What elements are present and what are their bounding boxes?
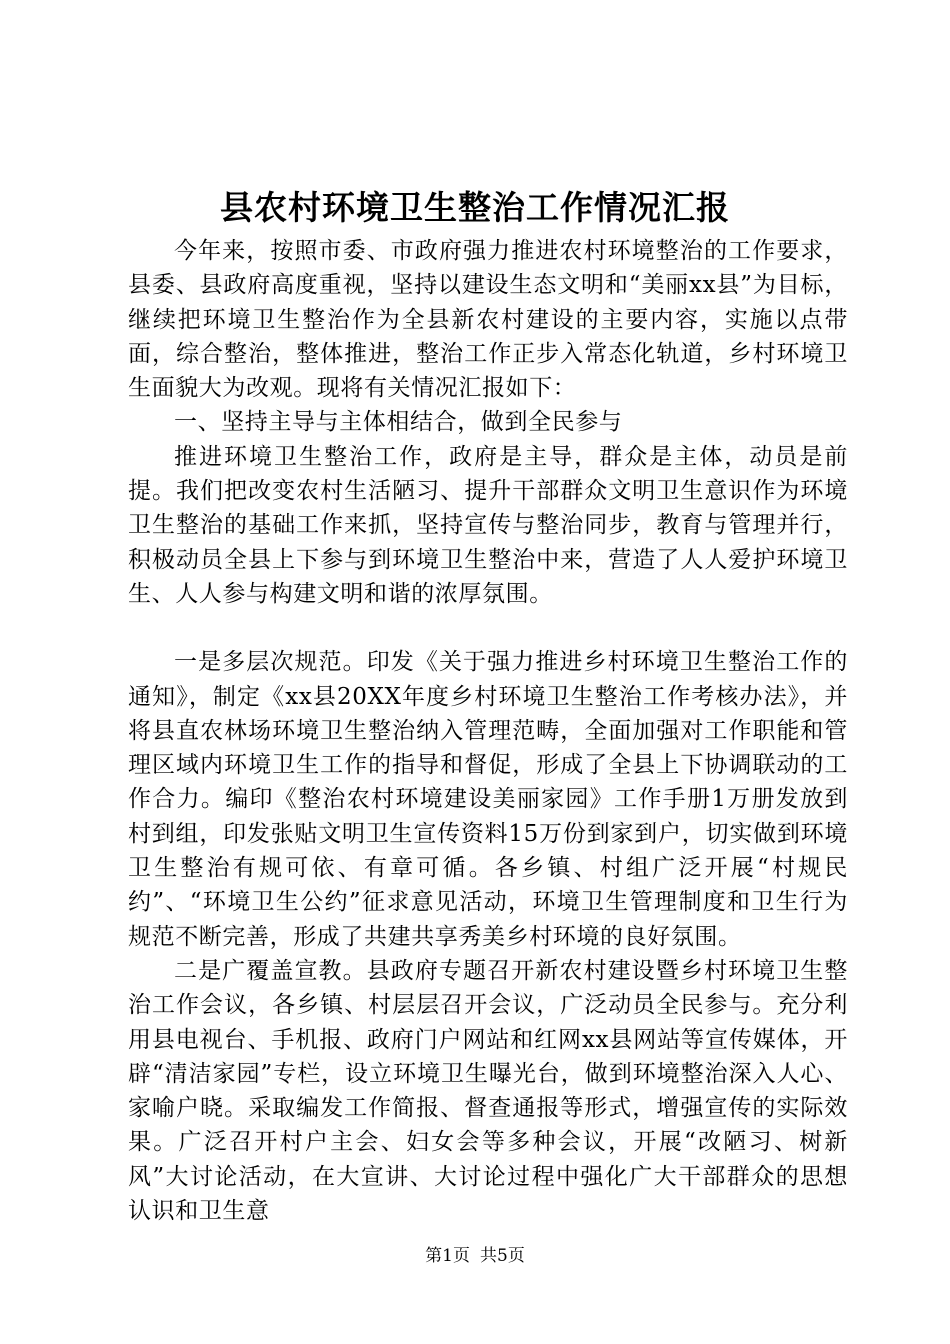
page-count: 共5页 — [480, 1246, 525, 1266]
paragraph-section-1: 推进环境卫生整治工作，政府是主导，群众是主体，动员是前提。我们把改变农村生活陋习、提升干部群众文明卫生意识作为环境卫生整治的基础工作来抓，坚持宣传与整治同步，教育与管理并行，积极动员全县上下参与到环境卫生整治中来，营造了人人爱护环境卫生、人人参与构建文明和谐的浓厚氛围。 — [128, 443, 848, 607]
section-heading-1: 一、坚持主导与主体相结合，做到全民参与 — [174, 409, 623, 436]
document-body — [128, 234, 848, 1228]
document-title: 县农村环境卫生整治工作情况汇报 — [220, 188, 730, 227]
paragraph-intro: 今年来，按照市委、市政府强力推进农村环境整治的工作要求，县委、县政府高度重视，坚持以建设生态文明和“美丽xx县”为目标，继续把环境卫生整治作为全县新农村建设的主要内容，实施以点带面，综合整治，整体推进，整治工作正步入常态化轨道，乡村环境卫生面貌大为改观。现将有关情况汇报如下： — [128, 238, 848, 402]
page-footer — [0, 1244, 950, 1268]
paragraph-point-2: 二是广覆盖宣教。县政府专题召开新农村建设暨乡村环境卫生整治工作会议，各乡镇、村层层召开会议，广泛动员全民参与。充分利用县电视台、手机报、政府门户网站和红网xx县网站等宣传媒体，开辟“清洁家园”专栏，设立环境卫生曝光台，做到环境整治深入人心、家喻户晓。采取编发工作简报、督查通报等形式，增强宣传的实际效果。广泛召开村户主会、妇女会等多种会议，开展“改陋习、树新风”大讨论活动，在大宣讲、大讨论过程中强化广大干部群众的思想认识和卫生意 — [128, 957, 848, 1225]
page-number: 第1页 — [425, 1246, 470, 1266]
paragraph-point-1: 一是多层次规范。印发《关于强力推进乡村环境卫生整治工作的通知》，制定《xx县20XX年度乡村环境卫生整治工作考核办法》，并将县直农林场环境卫生整治纳入管理范畴，全面加强对工作职能和管理区域内环境卫生工作的指导和督促，形成了全县上下协调联动的工作合力。编印《整治农村环境建设美丽家园》工作手册1万册发放到村到组，印发张贴文明卫生宣传资料15万份到家到户，切实做到环境卫生整治有规可依、有章可循。各乡镇、村组广泛开展“村规民约”、“环境卫生公约”征求意见活动，环境卫生管理制度和卫生行为规范不断完善，形成了共建共享秀美乡村环境的良好氛围。 — [128, 649, 848, 950]
